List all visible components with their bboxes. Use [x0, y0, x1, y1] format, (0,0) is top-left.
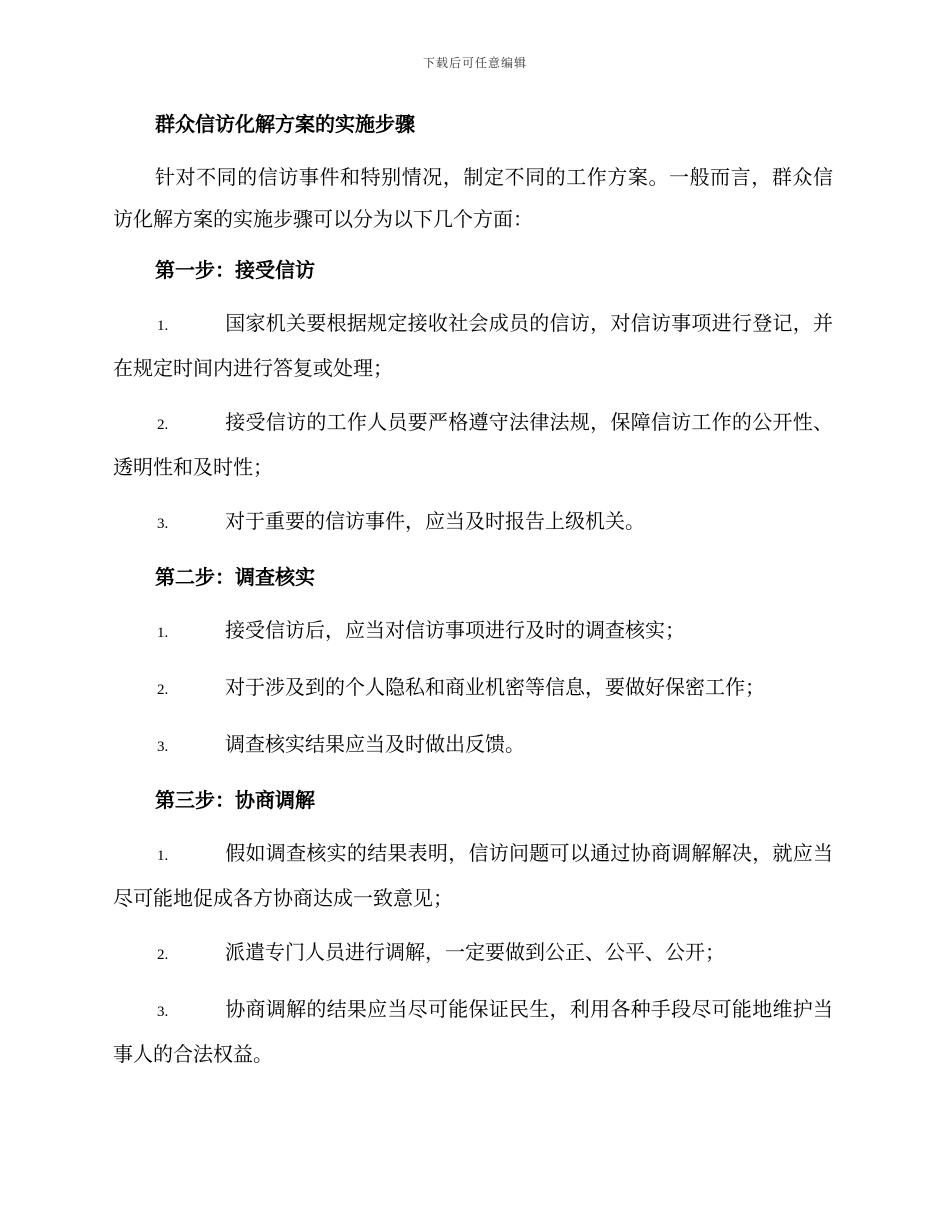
- item-number: 2.: [157, 417, 169, 433]
- step-1: [113, 250, 833, 545]
- step-heading: 第二步：调查核实: [155, 565, 315, 589]
- item-text: 对于重要的信访事件，应当及时报告上级机关。: [225, 509, 645, 533]
- item-number: 2.: [157, 947, 169, 963]
- item-text: 协商调解的结果应当尽可能保证民生，利用各种手段尽可能地维护当事人的合法权益。: [113, 997, 833, 1066]
- item-number: 3.: [157, 739, 169, 755]
- step-3: [113, 780, 833, 1075]
- item-text: 调查核实结果应当及时做出反馈。: [225, 732, 525, 756]
- step-2: [113, 557, 833, 768]
- item-number: 1.: [157, 848, 169, 864]
- item-text: 国家机关要根据规定接收社会成员的信访，对信访事项进行登记，并在规定时间内进行答复或处理；: [113, 311, 833, 380]
- item-text: 对于涉及到的个人隐私和商业机密等信息，要做好保密工作；: [225, 675, 765, 699]
- step-heading: 第一步：接受信访: [155, 258, 315, 282]
- list-item: [113, 401, 833, 488]
- item-number: 2.: [157, 682, 169, 698]
- list-item: [113, 302, 833, 389]
- list-item: [113, 931, 833, 976]
- list-item: [113, 666, 833, 711]
- item-text: 接受信访的工作人员要严格遵守法律法规，保障信访工作的公开性、透明性和及时性；: [113, 410, 833, 479]
- document-body: [113, 104, 833, 1087]
- item-text: 派遣专门人员进行调解，一定要做到公正、公平、公开；: [225, 940, 725, 964]
- item-number: 3.: [157, 516, 169, 532]
- list-item: [113, 832, 833, 919]
- document-title: 群众信访化解方案的实施步骤: [155, 112, 415, 136]
- item-number: 3.: [157, 1004, 169, 1020]
- list-item: [113, 723, 833, 768]
- list-item: [113, 500, 833, 545]
- item-number: 1.: [157, 625, 169, 641]
- item-number: 1.: [157, 318, 169, 334]
- intro-paragraph: 针对不同的信访事件和特别情况，制定不同的工作方案。一般而言，群众信访化解方案的实施步骤可以分为以下几个方面：: [113, 165, 833, 231]
- step-heading: 第三步：协商调解: [155, 788, 315, 812]
- item-text: 假如调查核实的结果表明，信访问题可以通过协商调解解决，就应当尽可能地促成各方协商达成一致意见；: [113, 841, 833, 910]
- header-note: 下载后可任意编辑: [422, 56, 527, 70]
- item-text: 接受信访后，应当对信访事项进行及时的调查核实；: [225, 618, 685, 642]
- list-item: [113, 609, 833, 654]
- list-item: [113, 988, 833, 1075]
